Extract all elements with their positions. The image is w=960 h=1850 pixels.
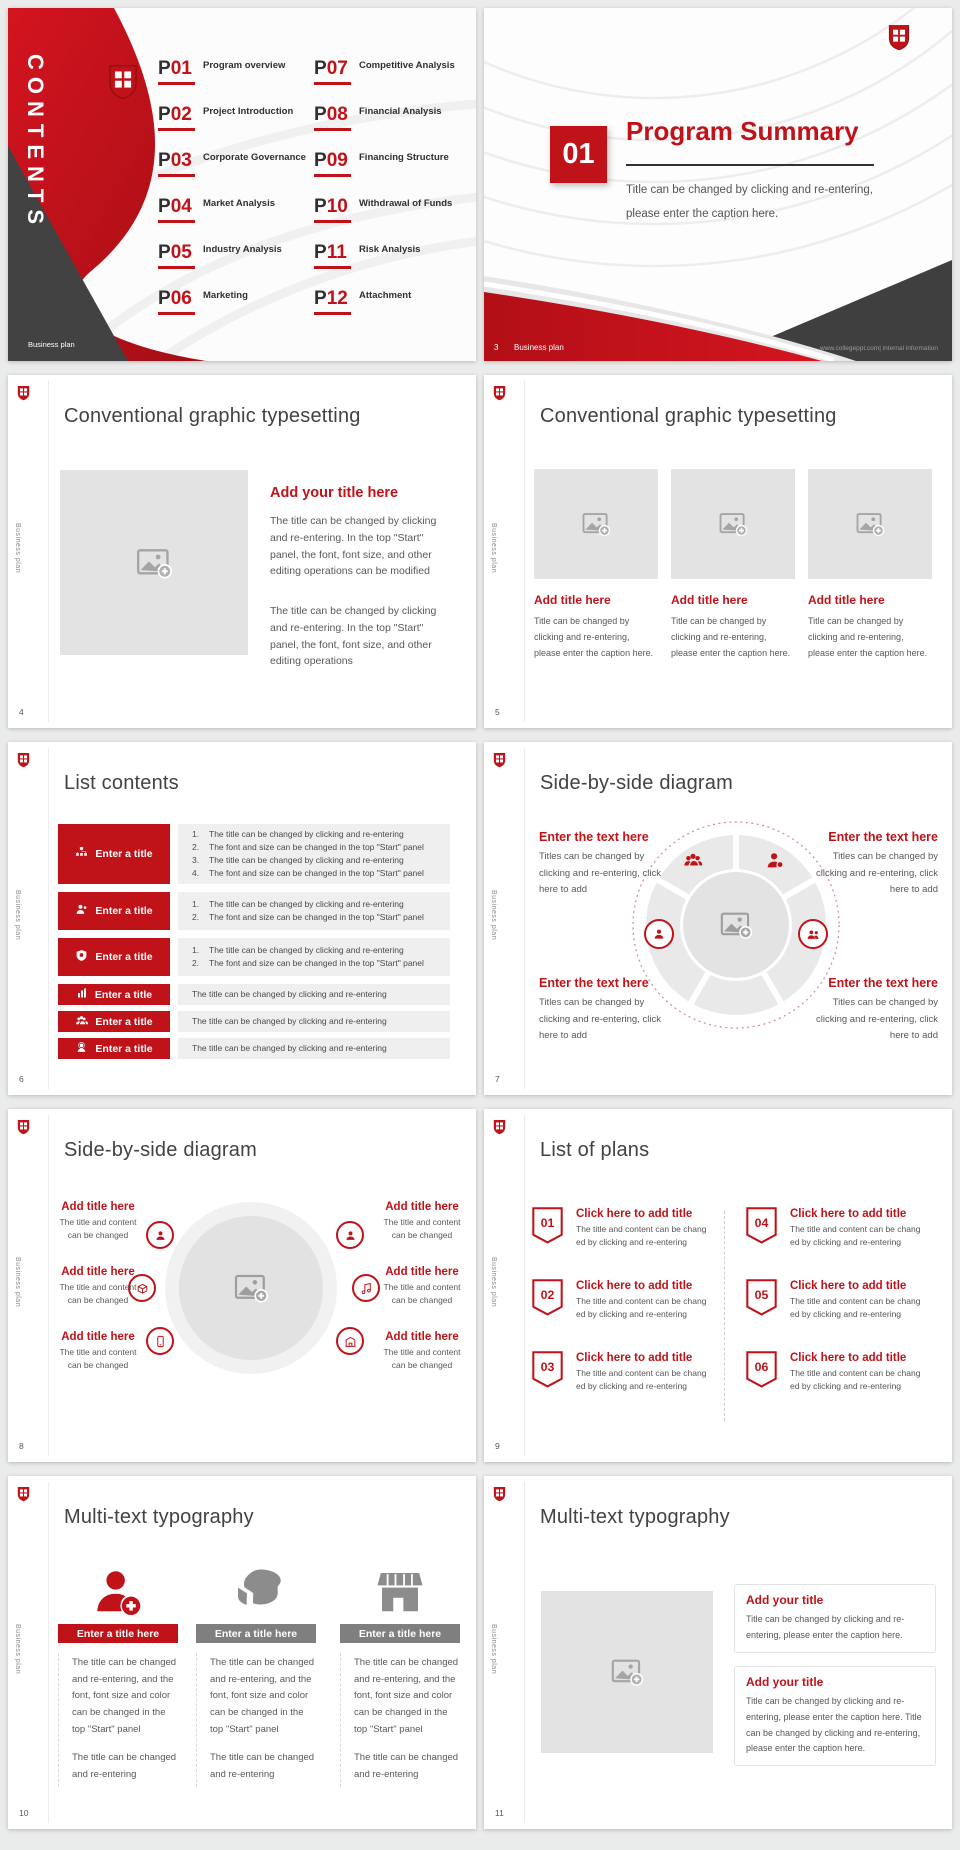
plan-heading: Click here to add title bbox=[576, 1352, 693, 1364]
block-heading: Enter the text here bbox=[539, 830, 649, 844]
svg-text:03: 03 bbox=[540, 1360, 555, 1375]
page-number: 11 bbox=[495, 1808, 504, 1818]
shield-crest-icon bbox=[888, 24, 910, 56]
slide-title: Side-by-side diagram bbox=[540, 772, 733, 794]
svg-text:02: 02 bbox=[540, 1288, 555, 1303]
contents-vertical-title: CONTENTS bbox=[23, 54, 48, 231]
image-placeholder-icon bbox=[135, 544, 173, 582]
section-caption: Title can be changed by clicking and re-entering, please enter the caption here. bbox=[626, 184, 873, 221]
image-placeholder-icon bbox=[610, 1655, 644, 1689]
shield-crest-icon bbox=[493, 1486, 506, 1507]
user-icon bbox=[146, 1221, 174, 1249]
toc-item[interactable]: P09 Financing Structure bbox=[314, 150, 462, 177]
note-heading: Add your title bbox=[746, 1593, 824, 1607]
slide-title: Conventional graphic typesetting bbox=[64, 405, 361, 427]
image-placeholder bbox=[534, 469, 658, 579]
typography-column bbox=[340, 1560, 460, 1787]
slide-title: Multi-text typography bbox=[540, 1506, 730, 1528]
shield-crest-icon bbox=[493, 385, 506, 406]
toc-item[interactable]: P06 Marketing bbox=[158, 288, 306, 315]
shield-crest-icon bbox=[17, 1486, 30, 1507]
shield-icon bbox=[75, 949, 88, 965]
text-block: Add title here The title and content can be changed bbox=[383, 1266, 461, 1305]
slide-contents[interactable] bbox=[8, 8, 476, 361]
section-number: 01 bbox=[550, 126, 607, 183]
footer-url: www.collegeppt.com| internal information bbox=[819, 345, 938, 352]
slide-wheel-diagram[interactable] bbox=[484, 742, 952, 1095]
slide-typesetting-single[interactable] bbox=[8, 375, 476, 728]
slide-typesetting-triple[interactable] bbox=[484, 375, 952, 728]
user-settings-icon bbox=[75, 903, 88, 919]
hub-center bbox=[179, 1216, 323, 1360]
slide-title: Side-by-side diagram bbox=[64, 1139, 257, 1161]
sidebar-divider bbox=[524, 381, 525, 722]
body-paragraph: The title can be changed by clicking and re-entering. In the top "Start" panel, the font, font size, and other editing operations can be modified bbox=[270, 515, 437, 578]
text-block: Add title here The title and content can be changed bbox=[383, 1201, 461, 1240]
toc-item[interactable]: P08 Financial Analysis bbox=[314, 104, 462, 131]
slide-hub-diagram[interactable] bbox=[8, 1109, 476, 1462]
group-icon bbox=[682, 849, 704, 876]
sidebar-divider bbox=[524, 1482, 525, 1823]
list-group-label[interactable]: Enter a title bbox=[58, 892, 170, 930]
list-group-rows: The title can be changed by clicking and re-entering bbox=[178, 1011, 450, 1032]
plan-heading: Click here to add title bbox=[790, 1280, 907, 1292]
sidebar-label: Business plan bbox=[490, 523, 497, 574]
column-paragraph: The title can be changed and re-entering, and the font, font size and color can be changed in the top "Start" panel bbox=[354, 1657, 459, 1735]
list-group-rows: The title can be changed by clicking and re-entering bbox=[178, 984, 450, 1005]
list-group-label[interactable]: Enter a title bbox=[58, 1038, 170, 1059]
person-badge-icon bbox=[644, 919, 674, 949]
sidebar-divider bbox=[48, 1115, 49, 1456]
plan-number-badge bbox=[746, 1279, 777, 1321]
note-heading: Add your title bbox=[746, 1675, 824, 1689]
page-number: 8 bbox=[19, 1441, 24, 1451]
column-paragraph: The title can be changed and re-entering bbox=[354, 1752, 459, 1780]
plan-number-badge bbox=[746, 1351, 777, 1393]
page-number: 6 bbox=[19, 1074, 24, 1084]
table-of-contents bbox=[158, 58, 462, 315]
plan-body: The title and content can be chang ed by clicking and re-entering bbox=[576, 1368, 707, 1391]
text-block bbox=[814, 830, 938, 899]
list-group-label[interactable]: Enter a title bbox=[58, 984, 170, 1005]
sidebar-divider bbox=[48, 381, 49, 722]
slide-multitext-image[interactable] bbox=[484, 1476, 952, 1829]
list-group-rows: 1. The title can be changed by clicking and re-entering 2. The font and size can be changed in the top "Start" panel bbox=[178, 892, 450, 930]
list-group-rows: 1. The title can be changed by clicking and re-entering 2. The font and size can be changed in the top "Start" panel 3. The title can be changed by clicking and re-entering 4. The font and size can be changed in the top "Start" panel bbox=[178, 824, 450, 884]
block-heading: Enter the text here bbox=[539, 976, 649, 990]
sidebar-label: Business plan bbox=[14, 1624, 21, 1675]
image-placeholder-icon bbox=[581, 509, 611, 539]
slide-section-cover[interactable] bbox=[484, 8, 952, 361]
user-gear-icon bbox=[764, 849, 786, 876]
footer-label: Business plan bbox=[514, 343, 564, 352]
plan-number-badge bbox=[532, 1351, 563, 1393]
sidebar-label: Business plan bbox=[490, 1257, 497, 1308]
block-body: Titles can be changed by clicking and re-entering, click here to add bbox=[816, 997, 938, 1042]
slide-title: List contents bbox=[64, 772, 179, 794]
column-paragraph: The title can be changed and re-entering bbox=[210, 1752, 315, 1780]
sidebar-divider bbox=[48, 1482, 49, 1823]
page-number: 3 bbox=[494, 343, 499, 352]
building-icon bbox=[336, 1327, 364, 1355]
shield-crest-icon bbox=[17, 752, 30, 773]
note-caption: Title can be changed by clicking and re-entering, please enter the caption here. Title can be changed by clicking and re-entering, please enter the caption here. bbox=[746, 1696, 922, 1754]
list-group-label[interactable]: Enter a title bbox=[58, 824, 170, 884]
block-heading: Add your title here bbox=[270, 485, 399, 501]
plan-heading: Click here to add title bbox=[576, 1208, 693, 1220]
image-placeholder bbox=[671, 469, 795, 579]
typography-column bbox=[196, 1560, 316, 1787]
column-title-bar[interactable]: Enter a title here bbox=[58, 1624, 178, 1643]
sidebar-label: Business plan bbox=[14, 1257, 21, 1308]
speaker-person-icon bbox=[75, 1041, 88, 1057]
image-placeholder bbox=[541, 1591, 713, 1753]
block-heading: Enter the text here bbox=[828, 976, 938, 990]
typography-column bbox=[58, 1560, 178, 1787]
column-title-bar[interactable]: Enter a title here bbox=[196, 1624, 316, 1643]
toc-item[interactable]: P04 Market Analysis bbox=[158, 196, 306, 223]
list-group-rows: 1. The title can be changed by clicking and re-entering 2. The font and size can be changed in the top "Start" panel bbox=[178, 938, 450, 976]
sidebar-label: Business plan bbox=[490, 890, 497, 941]
org-structure-icon bbox=[75, 846, 88, 862]
shield-crest-icon bbox=[493, 752, 506, 773]
person-plus-icon bbox=[58, 1560, 178, 1624]
people-badge-icon bbox=[798, 919, 828, 949]
page-number: 5 bbox=[495, 707, 500, 717]
slide-title: Conventional graphic typesetting bbox=[540, 405, 837, 427]
toc-item[interactable]: P03 Corporate Governance bbox=[158, 150, 306, 177]
column-paragraph: The title can be changed and re-entering, and the font, font size and color can be changed in the top "Start" panel bbox=[72, 1657, 177, 1735]
footer-label: Business plan bbox=[28, 340, 75, 349]
sidebar-divider bbox=[524, 748, 525, 1089]
shield-crest-icon bbox=[108, 64, 138, 105]
phone-icon bbox=[146, 1327, 174, 1355]
image-placeholder-icon bbox=[233, 1270, 269, 1306]
column-paragraph: The title can be changed and re-entering bbox=[72, 1752, 177, 1780]
svg-text:01: 01 bbox=[540, 1216, 555, 1231]
page-number: 10 bbox=[19, 1808, 29, 1818]
card-heading: Add title here bbox=[534, 593, 611, 607]
pie-chart-3d-icon bbox=[196, 1560, 316, 1624]
slide-list-of-plans[interactable] bbox=[484, 1109, 952, 1462]
image-placeholder bbox=[60, 470, 248, 655]
plan-number-badge bbox=[532, 1207, 563, 1249]
plan-body: The title and content can be chang ed by clicking and re-entering bbox=[790, 1296, 921, 1319]
title-underline bbox=[626, 164, 874, 166]
block-body: Titles can be changed by clicking and re-entering, click here to add bbox=[816, 851, 938, 896]
note-caption: Title can be changed by clicking and re-entering, please enter the caption here. bbox=[746, 1614, 905, 1640]
image-placeholder-icon bbox=[719, 908, 753, 947]
plan-body: The title and content can be chang ed by clicking and re-entering bbox=[790, 1368, 921, 1391]
image-placeholder-icon bbox=[855, 509, 885, 539]
list-group-rows: The title can be changed by clicking and re-entering bbox=[178, 1038, 450, 1059]
toc-item[interactable]: P02 Project Introduction bbox=[158, 104, 306, 131]
slide-title: List of plans bbox=[540, 1139, 650, 1161]
column-paragraph: The title can be changed and re-entering, and the font, font size and color can be changed in the top "Start" panel bbox=[210, 1657, 315, 1735]
block-heading: Enter the text here bbox=[828, 830, 938, 844]
storefront-icon bbox=[340, 1560, 460, 1624]
image-placeholder-icon bbox=[718, 509, 748, 539]
svg-text:05: 05 bbox=[754, 1288, 769, 1303]
slide-title: Multi-text typography bbox=[64, 1506, 254, 1528]
text-block bbox=[814, 976, 938, 1045]
plan-number-badge bbox=[532, 1279, 563, 1321]
plan-heading: Click here to add title bbox=[790, 1352, 907, 1364]
toc-item[interactable]: P11 Risk Analysis bbox=[314, 242, 462, 269]
plan-body: The title and content can be chang ed by clicking and re-entering bbox=[576, 1224, 707, 1247]
card-caption: Title can be changed by clicking and re-entering, please enter the caption here. bbox=[534, 616, 654, 659]
plan-heading: Click here to add title bbox=[576, 1280, 693, 1292]
plan-body: The title and content can be chang ed by clicking and re-entering bbox=[576, 1296, 707, 1319]
toc-item[interactable]: P10 Withdrawal of Funds bbox=[314, 196, 462, 223]
slide-list-contents[interactable] bbox=[8, 742, 476, 1095]
sidebar-label: Business plan bbox=[490, 1624, 497, 1675]
sidebar-label: Business plan bbox=[14, 523, 21, 574]
section-title: Program Summary bbox=[626, 116, 859, 146]
plan-body: The title and content can be chang ed by clicking and re-entering bbox=[790, 1224, 921, 1247]
card-caption: Title can be changed by clicking and re-entering, please enter the caption here. bbox=[808, 616, 928, 659]
list-group-label[interactable]: Enter a title bbox=[58, 1011, 170, 1032]
sidebar-divider bbox=[524, 1115, 525, 1456]
page-number: 7 bbox=[495, 1074, 500, 1084]
note-block bbox=[734, 1584, 936, 1653]
svg-text:04: 04 bbox=[754, 1216, 769, 1231]
note-block bbox=[734, 1666, 936, 1766]
body-paragraph: The title can be changed by clicking and re-entering. In the top "Start" panel, the font, font size, and other editing operations bbox=[270, 605, 437, 668]
card-heading: Add title here bbox=[808, 593, 885, 607]
shield-crest-icon bbox=[17, 385, 30, 406]
toc-item[interactable]: P01 Program overview bbox=[158, 58, 306, 85]
block-body: Titles can be changed by clicking and re-entering, click here to add bbox=[539, 997, 661, 1042]
svg-text:06: 06 bbox=[754, 1360, 769, 1375]
bar-chart-icon bbox=[76, 987, 88, 1002]
shield-crest-icon bbox=[493, 1119, 506, 1140]
plan-number-badge bbox=[746, 1207, 777, 1249]
plan-heading: Click here to add title bbox=[790, 1208, 907, 1220]
text-block: Add title here The title and content can be changed bbox=[59, 1201, 137, 1240]
text-block: Add title here The title and content can be changed bbox=[59, 1266, 137, 1305]
page-number: 4 bbox=[19, 707, 24, 717]
text-block: Add title here The title and content can be changed bbox=[59, 1331, 137, 1370]
text-block bbox=[539, 830, 663, 899]
text-block bbox=[539, 976, 663, 1045]
card-heading: Add title here bbox=[671, 593, 748, 607]
dashed-divider bbox=[724, 1211, 725, 1421]
sidebar-label: Business plan bbox=[14, 890, 21, 941]
user-icon bbox=[336, 1221, 364, 1249]
text-block: Add title here The title and content can be changed bbox=[383, 1331, 461, 1370]
column-title-bar[interactable]: Enter a title here bbox=[340, 1624, 460, 1643]
card-caption: Title can be changed by clicking and re-entering, please enter the caption here. bbox=[671, 616, 791, 659]
page-number: 9 bbox=[495, 1441, 500, 1451]
toc-item[interactable]: P12 Attachment bbox=[314, 288, 462, 315]
team-icon bbox=[75, 1014, 88, 1030]
image-placeholder bbox=[808, 469, 932, 579]
block-body: Titles can be changed by clicking and re-entering, click here to add bbox=[539, 851, 661, 896]
slide-multitext-columns[interactable] bbox=[8, 1476, 476, 1829]
list-group-label[interactable]: Enter a title bbox=[58, 938, 170, 976]
toc-item[interactable]: P07 Competitive Analysis bbox=[314, 58, 462, 85]
toc-item[interactable]: P05 Industry Analysis bbox=[158, 242, 306, 269]
sidebar-divider bbox=[48, 748, 49, 1089]
shield-crest-icon bbox=[17, 1119, 30, 1140]
